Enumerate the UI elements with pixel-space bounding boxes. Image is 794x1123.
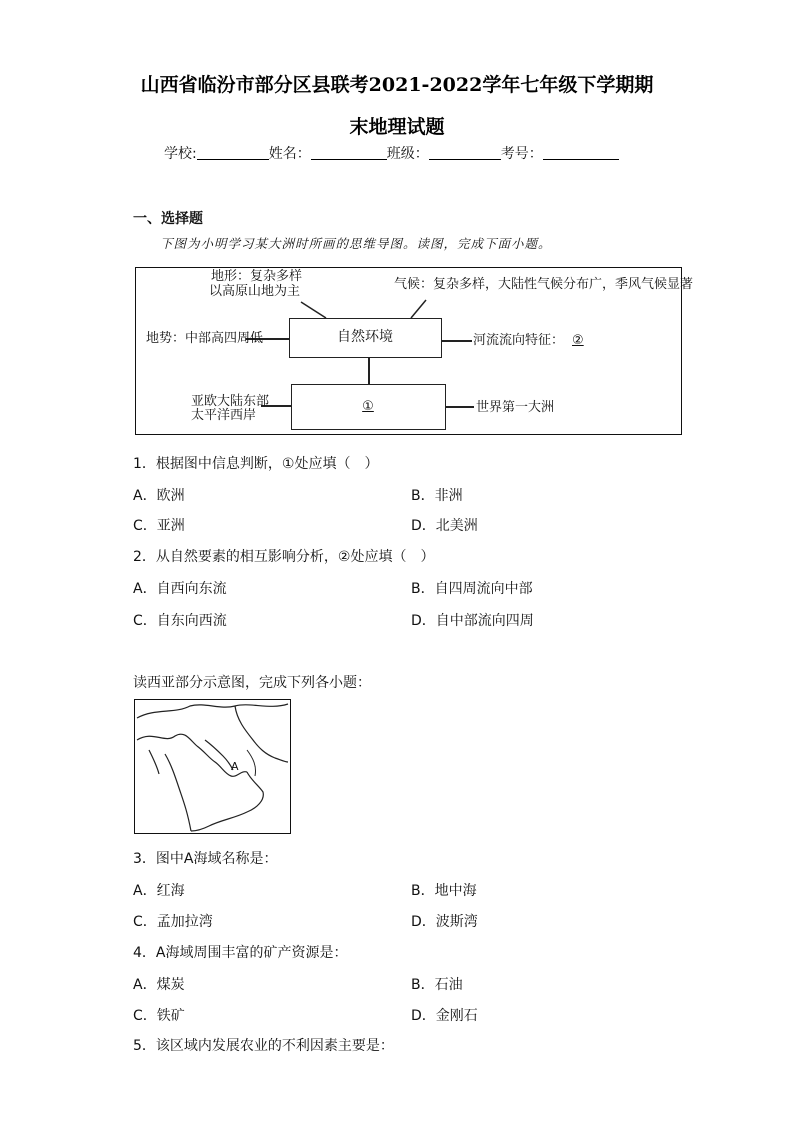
- line-climate: [411, 300, 426, 318]
- relief-text: 地势：中部高四周低: [146, 331, 264, 346]
- map-intro: 读西亚部分示意图，完成下列各小题：: [133, 675, 371, 691]
- river-text: [473, 333, 592, 348]
- location-line2: 太平洋西岸: [191, 408, 257, 423]
- question-4-option-a[interactable]: A．煤炭: [133, 977, 185, 993]
- page-title-line2: 末地理试题: [349, 116, 445, 138]
- question-4-option-b[interactable]: B．石油: [411, 977, 463, 993]
- location-line1: 亚欧大陆东部: [191, 394, 270, 409]
- class-label: 班级：: [386, 146, 429, 162]
- question-3-option-b[interactable]: B．地中海: [411, 883, 477, 899]
- largest-text: 世界第一大洲: [476, 400, 555, 415]
- west-asia-map: [134, 699, 291, 834]
- question-4-option-d[interactable]: D．金刚石: [411, 1008, 478, 1024]
- question-3-stem: 3．图中A海域名称是：: [133, 851, 278, 867]
- question-2-option-a[interactable]: A．自西向东流: [133, 581, 227, 597]
- map-outline-icon: [135, 700, 289, 832]
- name-blank[interactable]: [311, 145, 387, 160]
- blank-2-label: ②: [572, 333, 584, 348]
- climate-text: 气候：复杂多样，大陆性气候分布广，季风气候显著: [394, 277, 694, 292]
- section-heading: 一、选择题: [133, 211, 203, 227]
- question-1-option-a[interactable]: A．欧洲: [133, 488, 185, 504]
- question-1-stem: 1．根据图中信息判断，①处应填（ ）: [133, 456, 379, 472]
- bottom-box: [291, 384, 446, 430]
- question-3-option-d[interactable]: D．波斯湾: [411, 914, 478, 930]
- question-2-option-c[interactable]: C．自东向西流: [133, 613, 227, 629]
- question-1-option-d[interactable]: D．北美洲: [411, 518, 478, 534]
- blank-1-label: ①: [362, 399, 374, 414]
- center-box: [289, 318, 442, 358]
- question-4-stem: 4．A海域周围丰富的矿产资源是：: [133, 945, 348, 961]
- number-label: 考号：: [500, 146, 543, 162]
- river-label: 河流流向特征：: [473, 333, 565, 348]
- section-intro: 下图为小明学习某大洲时所画的思维导图。读图，完成下面小题。: [160, 236, 552, 251]
- question-3-option-c[interactable]: C．孟加拉湾: [133, 914, 213, 930]
- question-2-option-b[interactable]: B．自四周流向中部: [411, 581, 533, 597]
- school-blank[interactable]: [197, 145, 269, 160]
- class-blank[interactable]: [429, 145, 501, 160]
- question-3-option-a[interactable]: A．红海: [133, 883, 185, 899]
- student-info-line: [164, 143, 619, 163]
- question-2-stem: 2．从自然要素的相互影响分析，②处应填（ ）: [133, 549, 435, 565]
- page-title-line1: 山西省临汾市部分区县联考2021-2022学年七年级下学期期: [140, 74, 654, 96]
- question-1-option-b[interactable]: B．非洲: [411, 488, 463, 504]
- question-1-option-c[interactable]: C．亚洲: [133, 518, 185, 534]
- name-label: 姓名：: [268, 146, 311, 162]
- question-4-option-c[interactable]: C．铁矿: [133, 1008, 185, 1024]
- school-label: 学校:: [164, 146, 197, 162]
- terrain-line1: 地形：复杂多样: [211, 269, 303, 284]
- mind-map: [135, 267, 694, 435]
- question-5-stem: 5．该区域内发展农业的不利因素主要是：: [133, 1038, 394, 1054]
- center-label: 自然环境: [337, 329, 393, 345]
- line-terrain: [301, 302, 326, 318]
- question-2-option-d[interactable]: D．自中部流向四周: [411, 613, 534, 629]
- terrain-line2: 以高原山地为主: [209, 284, 301, 299]
- number-blank[interactable]: [543, 145, 619, 160]
- label-a: A: [231, 760, 239, 773]
